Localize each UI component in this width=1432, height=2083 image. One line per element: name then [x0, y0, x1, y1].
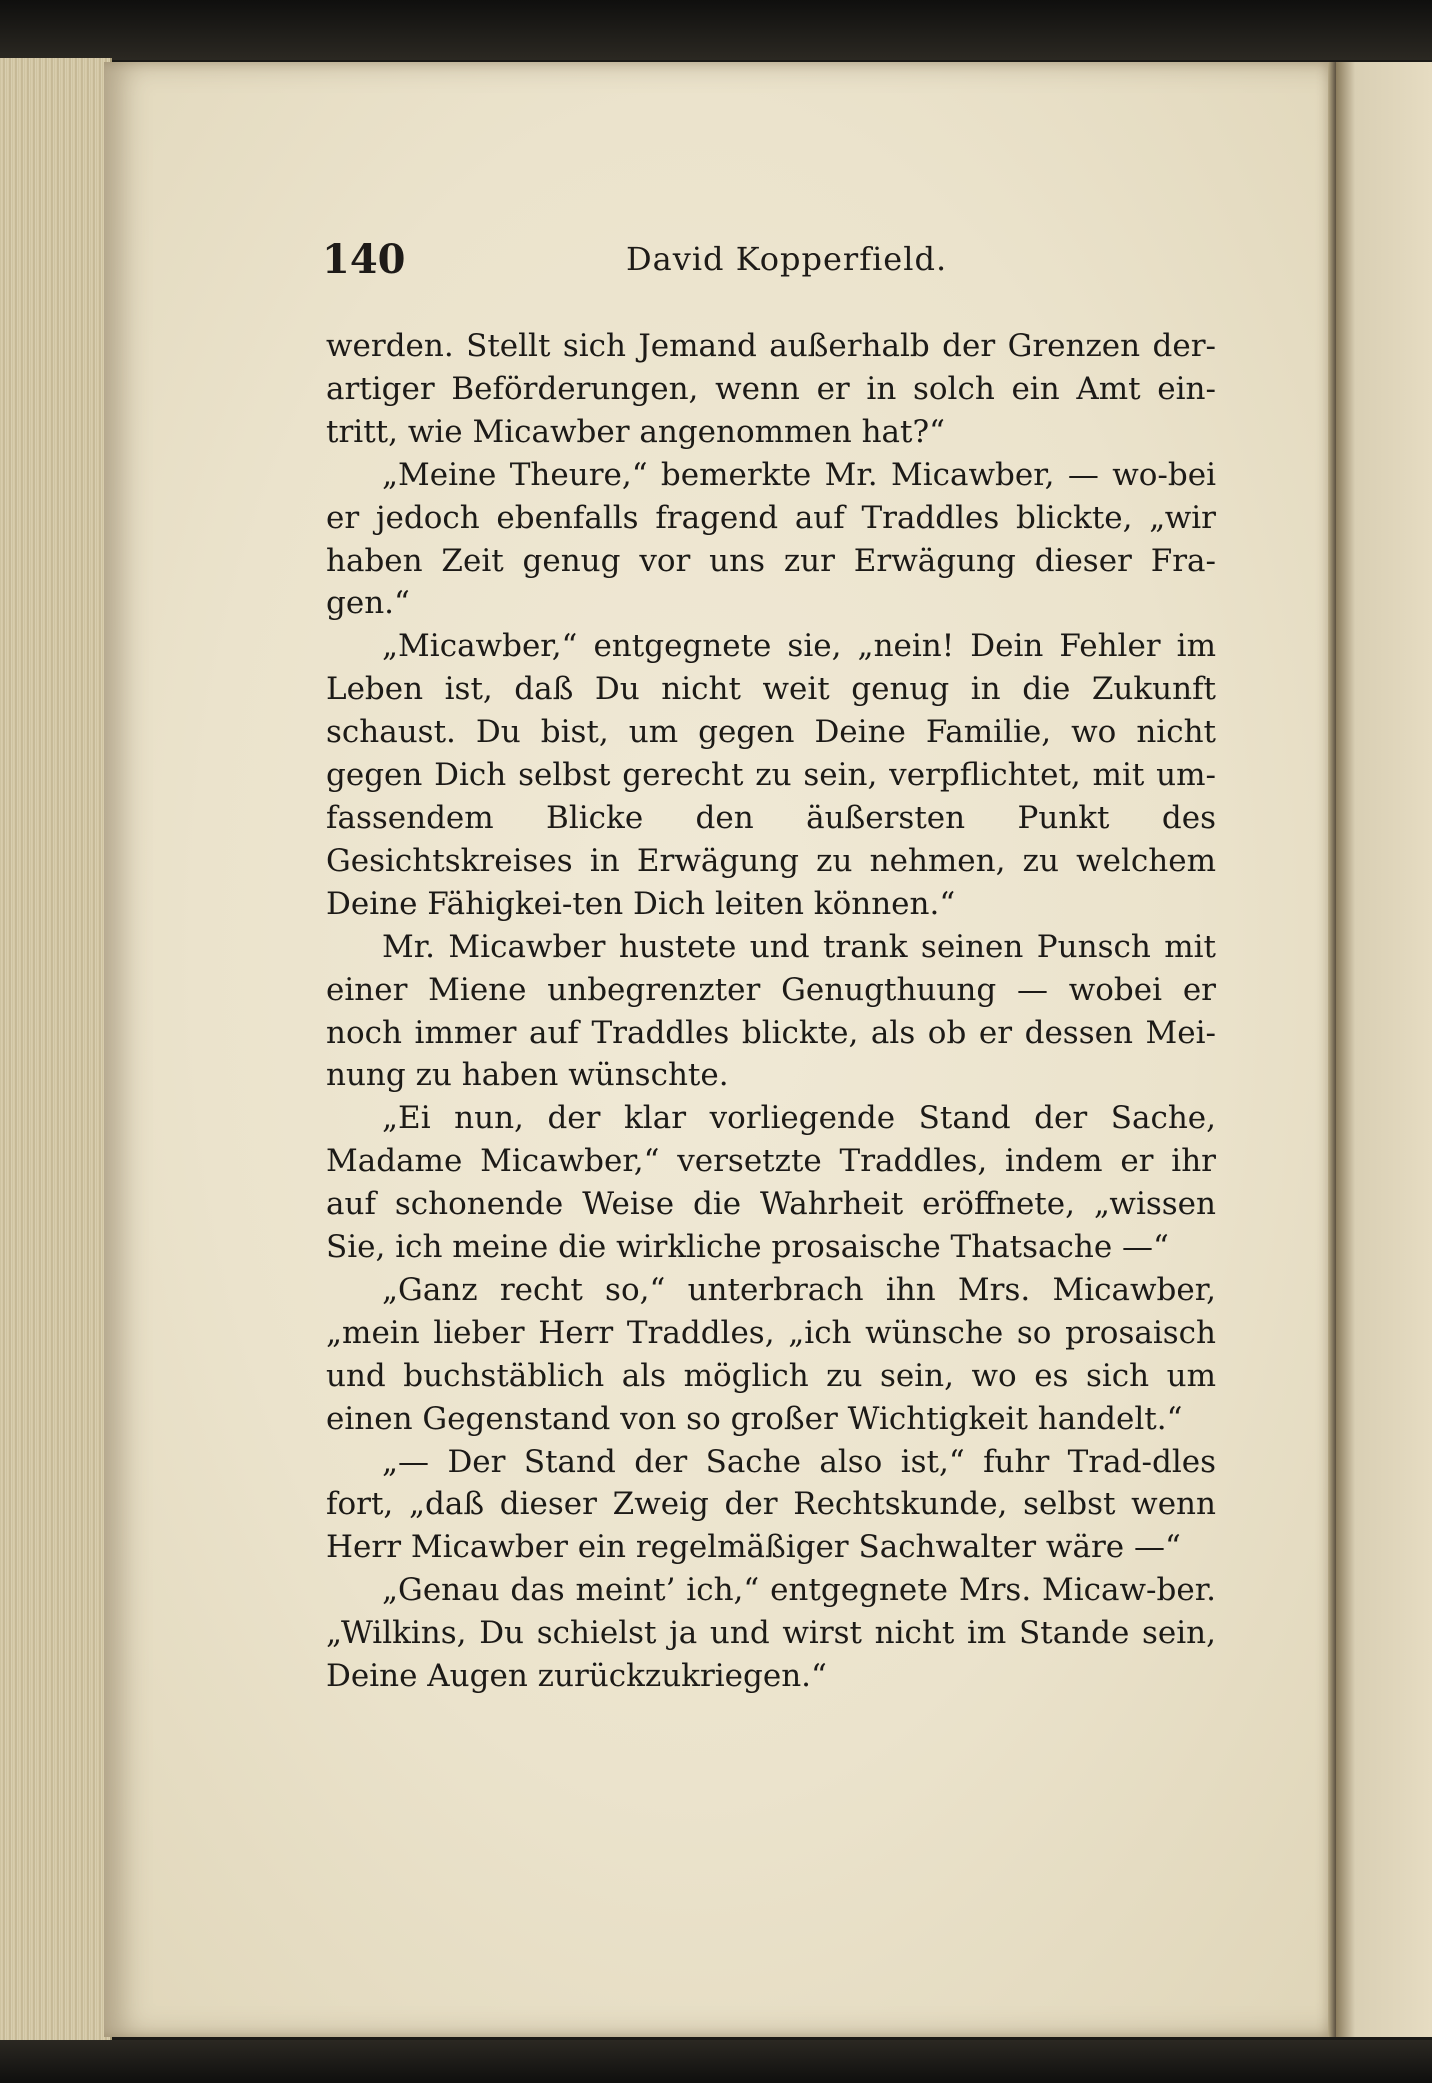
paragraph: werden. Stellt sich Jemand außerhalb der Grenzen der-artiger Beförderungen, wenn er in solch ein Amt ein-tritt, wie Micawber angenommen hat?“: [326, 328, 1216, 450]
scan-bottom-edge: [0, 2040, 1432, 2083]
page-number: 140: [322, 236, 406, 283]
paragraph: „Micawber,“ entgegnete sie, „nein! Dein Fehler im Leben ist, daß Du nicht weit genug in die Zukunft schaust. Du bist, um gegen Deine Familie, wo nicht gegen Dich selbst gerecht zu sein, verpflichtet, mit um-fassendem Blicke den äußersten Punkt des Gesichtskreises in Erwägung zu nehmen, zu welchem Deine Fähigkei-ten Dich leiten können.“: [326, 628, 1216, 922]
running-header: [322, 236, 1242, 296]
facing-page-edge: [1336, 62, 1432, 2037]
paragraph: „— Der Stand der Sache also ist,“ fuhr Trad-dles fort, „daß dieser Zweig der Rechtskunde, selbst wenn Herr Micawber ein regelmäßiger Sachwalter wäre —“: [326, 1443, 1216, 1566]
scan-top-edge: [0, 0, 1432, 60]
page-edges-left: [0, 58, 112, 2048]
running-title: David Kopperfield.: [626, 240, 948, 278]
paragraph: Mr. Micawber hustete und trank seinen Punsch mit einer Miene unbegrenzter Genugthuung — wobei er noch immer auf Traddles blickte, als ob er dessen Mei-nung zu haben wünschte.: [326, 928, 1216, 1094]
paragraph: „Genau das meint’ ich,“ entgegnete Mrs. Micaw-ber. „Wilkins, Du schielst ja und wirst nicht im Stande sein, Deine Augen zurückzukriegen.“: [326, 1572, 1216, 1695]
paragraph: „Ganz recht so,“ unterbrach ihn Mrs. Micawber, „mein lieber Herr Traddles, „ich wünsche so prosaisch und buchstäblich als möglich zu sein, wo es sich um einen Gegenstand von so großer Wichtigkeit handelt.“: [326, 1271, 1216, 1437]
paragraph: „Ei nun, der klar vorliegende Stand der Sache, Madame Micawber,“ versetzte Traddles, indem er ihr auf schonende Weise die Wahrheit eröffnete, „wissen Sie, ich meine die wirkliche prosaische Thatsache —“: [326, 1100, 1216, 1266]
paragraph: „Meine Theure,“ bemerkte Mr. Micawber, — wo-bei er jedoch ebenfalls fragend auf Traddles blickte, „wir haben Zeit genug vor uns zur Erwägung dieser Fra-gen.“: [326, 456, 1216, 622]
book-gutter: [1328, 62, 1336, 2037]
body-text: [326, 325, 1216, 1698]
